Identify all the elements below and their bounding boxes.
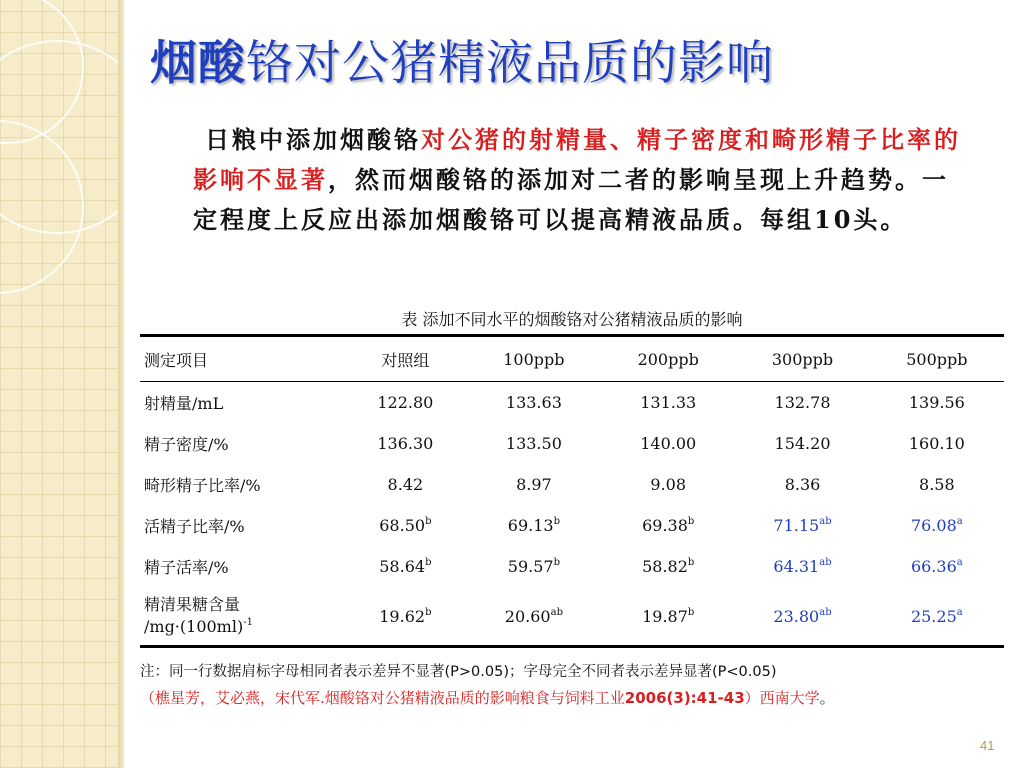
header-cell: 100ppb (467, 336, 601, 382)
significance-mark: b (425, 516, 432, 527)
table-header-row (140, 336, 1004, 382)
significance-mark: b (553, 557, 560, 568)
significance-mark: b (425, 557, 432, 568)
cell-value: 68.50 (379, 516, 426, 535)
unit-exponent: -1 (243, 617, 253, 628)
decorative-side-panel (0, 0, 124, 768)
intro-paragraph (193, 120, 963, 240)
cell-value: 140.00 (640, 434, 697, 453)
table-row (140, 505, 1004, 546)
header-cell: 200ppb (601, 336, 735, 382)
table-cell (735, 546, 869, 587)
significance-mark: b (687, 606, 695, 618)
data-table (140, 334, 1004, 648)
table-caption: 表 添加不同水平的烟酸铬对公猪精液品质的影响 (401, 310, 743, 329)
table-row (140, 423, 1004, 464)
table-cell (344, 587, 467, 647)
significance-mark: b (687, 557, 695, 568)
citation-volume: 2006(3):41-43 (624, 689, 745, 707)
table-cell (601, 546, 735, 587)
significance-mark: ab (819, 516, 832, 527)
citation-text-1: （樵星芳，艾必燕，宋代军.烟酸铬对公猪精液品质的影响粮食与饲料工业 (140, 689, 625, 707)
slide-title (150, 26, 774, 93)
row-label: 畸形精子比率/% (144, 476, 261, 495)
cell-value: 66.36 (910, 557, 957, 576)
table-cell (344, 546, 467, 587)
table-cell (870, 546, 1004, 587)
cell-value: 133.50 (505, 434, 562, 453)
table-cell (735, 587, 869, 647)
cell-value: 69.13 (507, 516, 554, 535)
table-cell (735, 423, 869, 464)
row-label-line1: 精清果糖含量 (144, 595, 241, 614)
cell-value: 23.80 (773, 606, 820, 626)
header-cell: 测定项目 (140, 336, 344, 382)
cell-value: 8.58 (919, 475, 955, 494)
cell-value: 133.63 (505, 393, 562, 412)
title-bold-part: 烟酸 (150, 36, 246, 91)
table-cell (467, 464, 601, 505)
row-label-line2: /mg·(100ml) (144, 617, 244, 636)
header-cell: 对照组 (344, 336, 467, 382)
cell-value: 154.20 (774, 434, 831, 453)
intro-highlight: 对公猪的射精量、精子密度和畸形精子比率的影响不显著 (193, 125, 961, 194)
citation-text-2: ）西南大学 (744, 689, 820, 707)
cell-value: 64.31 (773, 557, 820, 576)
row-label: 射精量/mL (144, 394, 224, 413)
table-cell (601, 587, 735, 647)
table-cell (601, 464, 735, 505)
row-label: 精子活率/% (144, 558, 229, 577)
table-cell (870, 505, 1004, 546)
page-number: 41 (980, 738, 995, 753)
table-cell (344, 505, 467, 546)
header-cell: 500ppb (870, 336, 1004, 382)
cell-value: 19.62 (379, 606, 426, 626)
table-row (140, 464, 1004, 505)
table-cell (601, 505, 735, 546)
row-label: 活精子比率/% (144, 517, 245, 536)
citation (140, 686, 1000, 711)
significance-mark: ab (550, 606, 563, 618)
table-cell (870, 382, 1004, 424)
table-footnote: 注：同一行数据肩标字母相同者表示差异不显著(P>0.05)；字母完全不同者表示差异显著(P<0.05) (140, 664, 777, 680)
table-cell (870, 423, 1004, 464)
cell-value: 160.10 (908, 434, 965, 453)
table-cell (467, 382, 601, 424)
cell-value: 59.57 (507, 557, 554, 576)
table-cell (870, 464, 1004, 505)
cell-value: 8.42 (387, 475, 424, 494)
row-label: 精子密度/% (144, 435, 229, 454)
table-cell (601, 423, 735, 464)
significance-mark: ab (819, 557, 832, 568)
table-cell (735, 505, 869, 546)
intro-text-2: ，然而烟酸铬的添加对二者的影响呈现上升趋势。一定程度上反应出添加烟酸铬可以提高精液品质。每组10头。 (193, 165, 949, 234)
cell-value: 20.60 (504, 606, 551, 626)
cell-value: 76.08 (910, 516, 957, 535)
significance-mark: a (956, 606, 963, 618)
citation-end: 。 (819, 689, 835, 707)
significance-mark: a (956, 557, 963, 568)
cell-value: 58.64 (379, 557, 426, 576)
cell-value: 136.30 (377, 434, 434, 453)
cell-value: 69.38 (642, 516, 688, 535)
cell-value: 19.87 (642, 606, 688, 626)
significance-mark: b (553, 516, 560, 527)
title-rest: 铬对公猪精液品质的影响 (246, 36, 774, 91)
cell-value: 132.78 (774, 393, 831, 412)
table-cell (467, 587, 601, 647)
cell-value: 8.36 (784, 475, 821, 494)
significance-mark: ab (819, 606, 832, 618)
table-cell (467, 546, 601, 587)
table-cell (467, 505, 601, 546)
table-cell (735, 382, 869, 424)
table-row (140, 382, 1004, 424)
table-cell (601, 382, 735, 424)
cell-value: 9.08 (650, 475, 687, 494)
intro-text-1: 日粮中添加烟酸铬 (205, 125, 421, 154)
significance-mark: b (687, 516, 695, 527)
table-row (140, 546, 1004, 587)
cell-value: 122.80 (377, 393, 434, 412)
cell-value: 58.82 (642, 557, 688, 576)
table-cell (344, 423, 467, 464)
table-cell (344, 464, 467, 505)
row-label (140, 587, 344, 647)
table-cell (344, 382, 467, 424)
cell-value: 25.25 (910, 606, 957, 626)
significance-mark: b (425, 606, 432, 618)
cell-value: 71.15 (773, 516, 820, 535)
table-row (140, 587, 1004, 647)
table-cell (467, 423, 601, 464)
header-cell: 300ppb (735, 336, 869, 382)
cell-value: 8.97 (516, 475, 552, 494)
table-cell (870, 587, 1004, 647)
table-cell (735, 464, 869, 505)
significance-mark: a (956, 516, 963, 527)
panel-edge (118, 0, 124, 768)
cell-value: 131.33 (640, 393, 697, 412)
cell-value: 139.56 (908, 393, 965, 412)
